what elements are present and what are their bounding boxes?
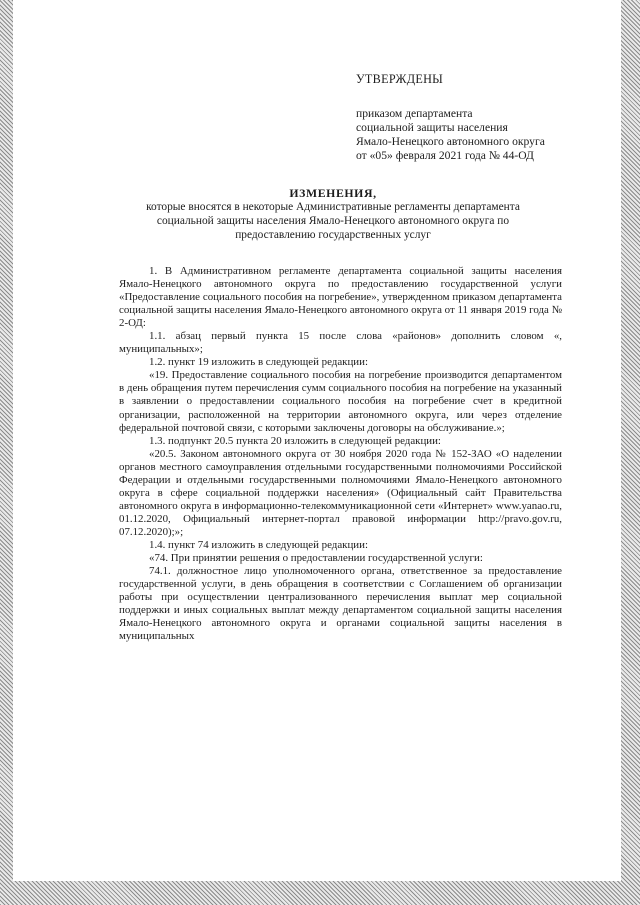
paragraph: 1.1. абзац первый пункта 15 после слова «районов» дополнить словом «, муниципальных»; <box>119 330 562 356</box>
approval-date-line: от «05» февраля 2021 года № 44-ОД <box>356 149 534 162</box>
document-body <box>119 265 562 643</box>
approval-line: социальной защиты населения <box>356 121 508 134</box>
paragraph: 1.4. пункт 74 изложить в следующей редакции: <box>149 538 368 551</box>
paragraph: 1. В Административном регламенте департамента социальной защиты населения Ямало-Ненецкого автономного округа по предоставлению государственной услуги «Предоставление социального пособия на погребение», утвержденном приказом департамента социальной защиты населения Ямало-Ненецкого автономного округа от 11 января 2019 года № 2-ОД: <box>119 265 562 330</box>
paragraph: 1.3. подпункт 20.5 пункта 20 изложить в следующей редакции: <box>149 434 441 447</box>
approval-stamp <box>356 72 586 163</box>
approval-line: Ямало-Ненецкого автономного округа <box>356 135 545 148</box>
title-word: ИЗМЕНЕНИЯ, <box>289 186 377 200</box>
approval-heading: УТВЕРЖДЕНЫ <box>356 72 444 86</box>
paragraph: «20.5. Законом автономного округа от 30 ноября 2020 года № 152-ЗАО «О наделении органов местного самоуправления отдельными государственными полномочиями Российской Федерации и отдельными государственными полномочиями Ямало-Ненецкого автономного округа в сфере социальной поддержки населения» (Официальный сайт Правительства автономного округа в информационно-телекоммуникационной сети «Интернет» www.yanao.ru, 01.12.2020, Официальный интернет-портал правовой информации http://pravo.gov.ru, 07.12.2020);»; <box>119 447 562 538</box>
document-title <box>123 186 543 242</box>
title-subtitle: которые вносятся в некоторые Административные регламенты департамента социальной защиты населения Ямало-Ненецкого автономного округа по предоставлению государственных услуг <box>146 201 520 241</box>
paragraph: 74.1. должностное лицо уполномоченного органа, ответственное за предоставление государственной услуги, в день обращения в соответствии с Соглашением об организации работы при осуществлении централизованного перечисления выплат мер социальной поддержки и иных социальных выплат между департаментом социальной защиты населения Ямало-Ненецкого автономного округа и органами социальной защиты населения в муниципальных <box>119 565 562 643</box>
paragraph: «74. При принятии решения о предоставлении государственной услуги: <box>149 552 483 565</box>
paragraph: 1.2. пункт 19 изложить в следующей редакции: <box>149 356 368 369</box>
approval-line: приказом департамента <box>356 107 473 120</box>
paragraph: «19. Предоставление социального пособия на погребение производится департаментом в день обращения путем перечисления сумм социального пособия на погребение на указанный в заявлении о предоставлении социального пособия на погребение счет в кредитной организации, расположенной на территории автономного округа, или через отделение федеральной почтовой связи, с которыми заключены договоры на обслуживание.»; <box>119 369 562 434</box>
document-page <box>13 0 621 881</box>
